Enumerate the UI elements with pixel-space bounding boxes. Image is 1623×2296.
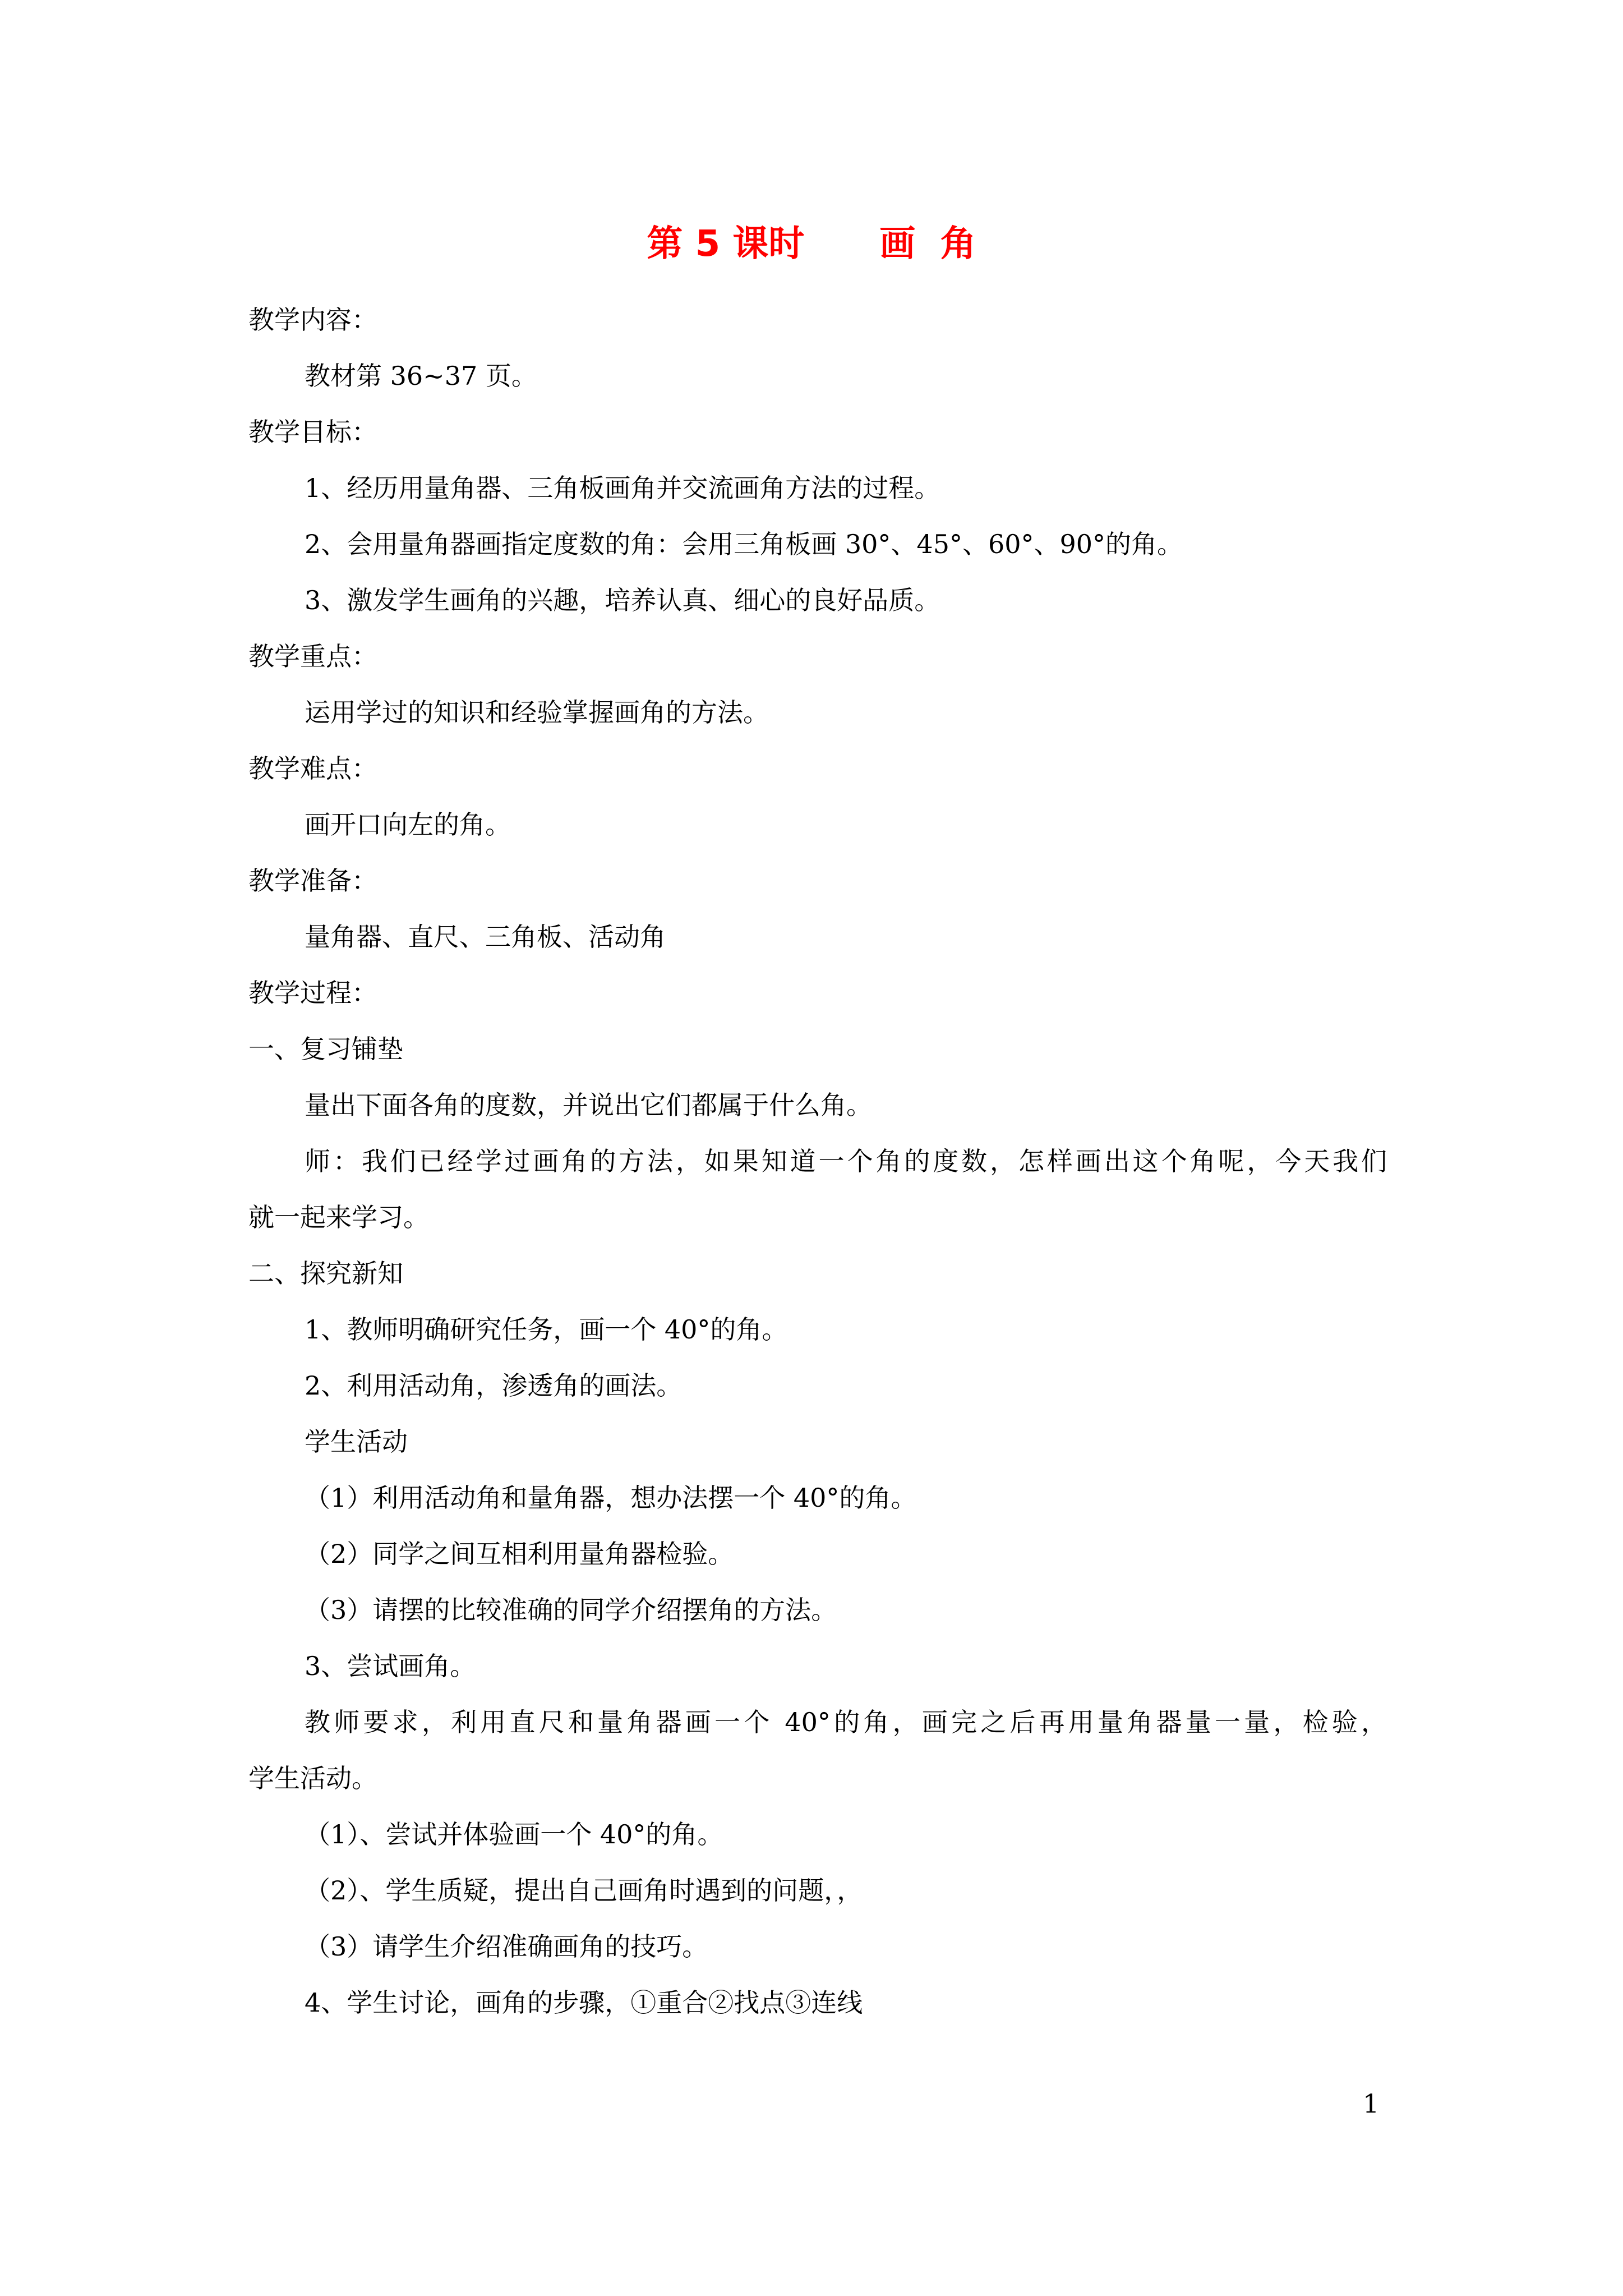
text-activity-2: （2）同学之间互相利用量角器检验。 [305, 1539, 734, 1569]
text-review-task: 量出下面各角的度数，并说出它们都属于什么角。 [305, 1090, 872, 1120]
text-activity-3: （3）请摆的比较准确的同学介绍摆角的方法。 [305, 1595, 837, 1625]
text-explore-1: 1、教师明确研究任务，画一个 40°的角。 [305, 1314, 788, 1345]
text-goal-3: 3、激发学生画角的兴趣，培养认真、细心的良好品质。 [305, 585, 940, 615]
text-goal-1: 1、经历用量角器、三角板画角并交流画角方法的过程。 [305, 473, 940, 503]
text-teacher-requirement-cont: 学生活动。 [248, 1763, 377, 1793]
text-explore-3: 3、尝试画角。 [305, 1651, 476, 1681]
text-explore-2: 2、利用活动角，渗透角的画法。 [305, 1370, 683, 1401]
heading-difficulties: 教学难点： [248, 753, 377, 784]
text-teacher-intro: 师：我们已经学过画角的方法，如果知道一个角的度数，怎样画出这个角呢，今天我们 [305, 1146, 1387, 1176]
heading-teaching-content: 教学内容： [248, 305, 377, 335]
text-textbook-pages: 教材第 36~37 页。 [305, 361, 537, 391]
text-explore-4: 4、学生讨论，画角的步骤，①重合②找点③连线 [305, 1987, 863, 2018]
heading-preparation: 教学准备： [248, 866, 377, 896]
section-explore: 二、探究新知 [248, 1258, 403, 1289]
section-review: 一、复习铺垫 [248, 1034, 403, 1064]
text-key-points: 运用学过的知识和经验掌握画角的方法。 [305, 697, 769, 728]
text-teacher-requirement: 教师要求，利用直尺和量角器画一个 40°的角，画完之后再用量角器量一量，检验， [305, 1707, 1387, 1737]
text-preparation: 量角器、直尺、三角板、活动角 [305, 922, 666, 952]
heading-key-points: 教学重点： [248, 641, 377, 671]
text-difficulties: 画开口向左的角。 [305, 809, 511, 840]
text-goal-2: 2、会用量角器画指定度数的角：会用三角板画 30°、45°、60°、90°的角。 [305, 529, 1183, 559]
text-try-3: （3）请学生介绍准确画角的技巧。 [305, 1931, 708, 1962]
text-try-2: （2）、学生质疑，提出自己画角时遇到的问题，， [305, 1875, 863, 1906]
text-try-1: （1）、尝试并体验画一个 40°的角。 [305, 1819, 723, 1849]
text-teacher-intro-cont: 就一起来学习。 [248, 1202, 429, 1232]
text-student-activity: 学生活动 [305, 1427, 408, 1457]
lesson-title: 第 5 课时 画 角 [647, 223, 976, 265]
heading-process: 教学过程： [248, 978, 377, 1008]
page-number: 1 [1363, 2088, 1380, 2119]
text-activity-1: （1）利用活动角和量角器，想办法摆一个 40°的角。 [305, 1483, 917, 1513]
heading-teaching-goals: 教学目标： [248, 417, 377, 447]
